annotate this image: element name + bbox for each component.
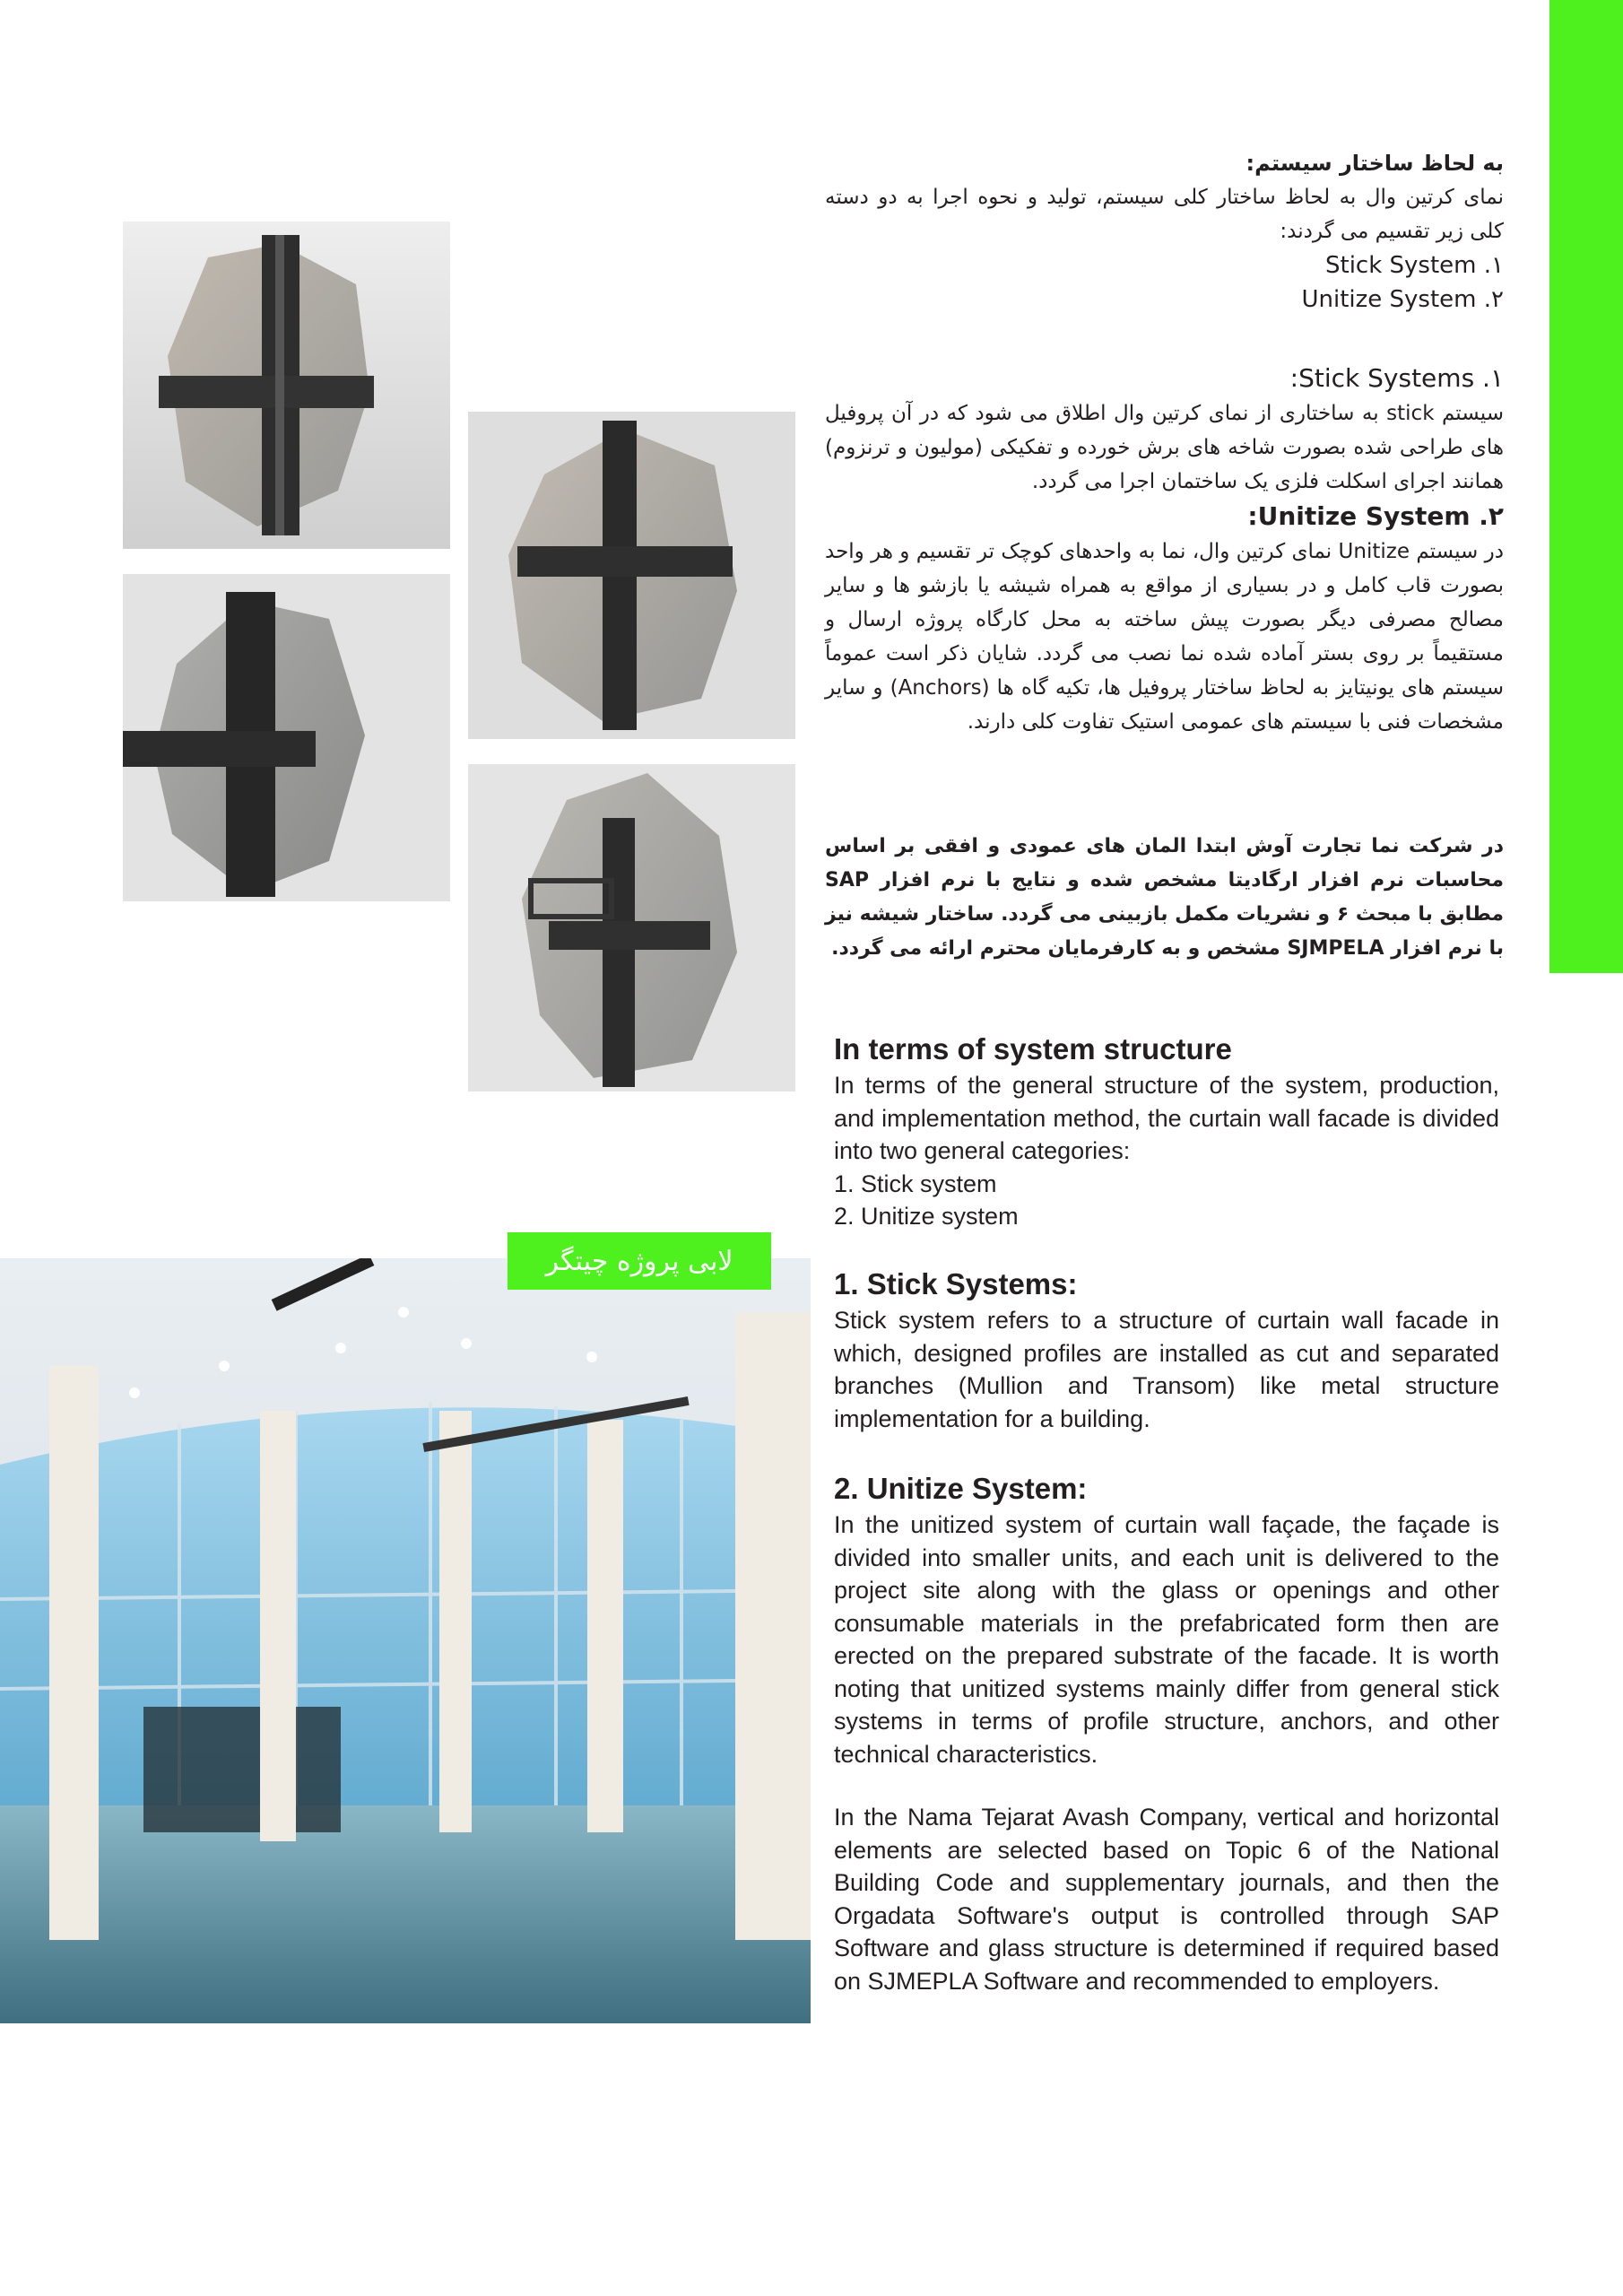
english-unitize-heading: 2. Unitize System:	[834, 1472, 1088, 1505]
english-unitize-body: In the unitized system of curtain wall façade, the façade is divided into smaller units, and each unit is delivered to the project site along with the glass or openings and other consumable materials in the prefabricated form then are erected on the prepared substrate of the facade. It is worth noting that unitized systems mainly differ from general stick systems in terms of profile structure, anchors, and other technical characteristics.	[834, 1511, 1499, 1768]
persian-intro: نمای کرتین وال به لحاظ ساختار کلی سیستم، تولید و نحوه اجرا به دو دسته کلی زیر تقسیم می گردند:	[825, 186, 1504, 243]
unitize-frame-photo	[468, 764, 795, 1091]
english-stick-body: Stick system refers to a structure of curtain wall facade in which, designed profiles are installed as cut and separated branches (Mullion and Transom) like metal structure implementation for a building.	[834, 1307, 1499, 1432]
english-structure-section	[834, 1031, 1499, 1233]
persian-list-item-1: Stick System .۱	[1325, 252, 1504, 279]
mullion-transom-photo	[468, 412, 795, 739]
persian-stick-body: سیستم stick به ساختاری از نمای کرتین وال اطلاق می شود که در آن پروفیل های طراحی شده بصورت شاخه های برش خورده و تفکیکی (مولیون و ترنزوم) همانند اجرای اسکلت فلزی یک ساختمان اجرا می گردد.	[825, 402, 1504, 493]
english-list-item-1: 1. Stick system	[834, 1170, 997, 1197]
persian-company-text: در شرکت نما تجارت آوش ابتدا المان های عمودی و افقی بر اساس محاسبات نرم افزار ارگادیتا مشخص شده و نتایج با نرم افزار SAP مطابق با مبحث ۶ و نشریات مکمل بازبینی می گردد. ساختار شیشه نیز با نرم افزار SJMPELA مشخص و به کارفرمایان محترم ارائه می گردد.	[825, 835, 1504, 960]
persian-company-paragraph	[825, 830, 1504, 966]
accent-green-bar	[1549, 0, 1623, 973]
english-stick-section	[834, 1266, 1499, 1435]
lobby-caption: لابی پروژه چیتگر	[508, 1232, 771, 1290]
english-company-section	[834, 1801, 1499, 1997]
persian-stick-section	[825, 361, 1504, 739]
persian-unitize-heading: Unitize System .۲:	[1247, 501, 1504, 531]
persian-stick-heading: Stick Systems .۱:	[1289, 363, 1504, 393]
english-list-item-2: 2. Unitize system	[834, 1203, 1019, 1230]
persian-structure-section	[825, 146, 1504, 317]
english-intro: In terms of the general structure of the system, production, and implementation method, the curtain wall facade is divided into two general categories:	[834, 1072, 1499, 1164]
lobby-photo	[0, 1258, 811, 2023]
persian-list-item-2: Unitize System .۲	[1301, 286, 1504, 313]
english-stick-heading: 1. Stick Systems:	[834, 1267, 1078, 1300]
curtain-wall-corner-photo	[123, 574, 450, 901]
persian-unitize-body: در سیستم Unitize نمای کرتین وال، نما به واحدهای کوچک تر تقسیم و هر واحد بصورت قاب کامل و در بسیاری از مواقع به همراه شیشه یا بازشو ها و سایر مصالح مصرفی دیگر بصورت پیش ساخته به محل کارگاه پروژه ارسال و مستقیماً بر روی بستر آماده شده نما نصب می گردد. شایان ذکر است عموماً سیستم های یونیتایز به لحاظ ساختار پروفیل ها، تکیه گاه ها (Anchors) و سایر مشخصات فنی با سیستم های عمومی استیک تفاوت کلی دارند.	[825, 540, 1504, 734]
stick-system-profile-photo	[123, 222, 450, 549]
persian-heading: به لحاظ ساختار سیستم:	[1245, 151, 1504, 176]
english-company-text: In the Nama Tejarat Avash Company, vertical and horizontal elements are selected based on Topic 6 of the National Building Code and supplementary journals, and then the Orgadata Software's output is controlled through SAP Software and glass structure is determined if required based on SJMEPLA Software and recommended to employers.	[834, 1804, 1499, 1995]
english-unitize-section	[834, 1471, 1499, 1770]
english-heading: In terms of system structure	[834, 1032, 1232, 1065]
